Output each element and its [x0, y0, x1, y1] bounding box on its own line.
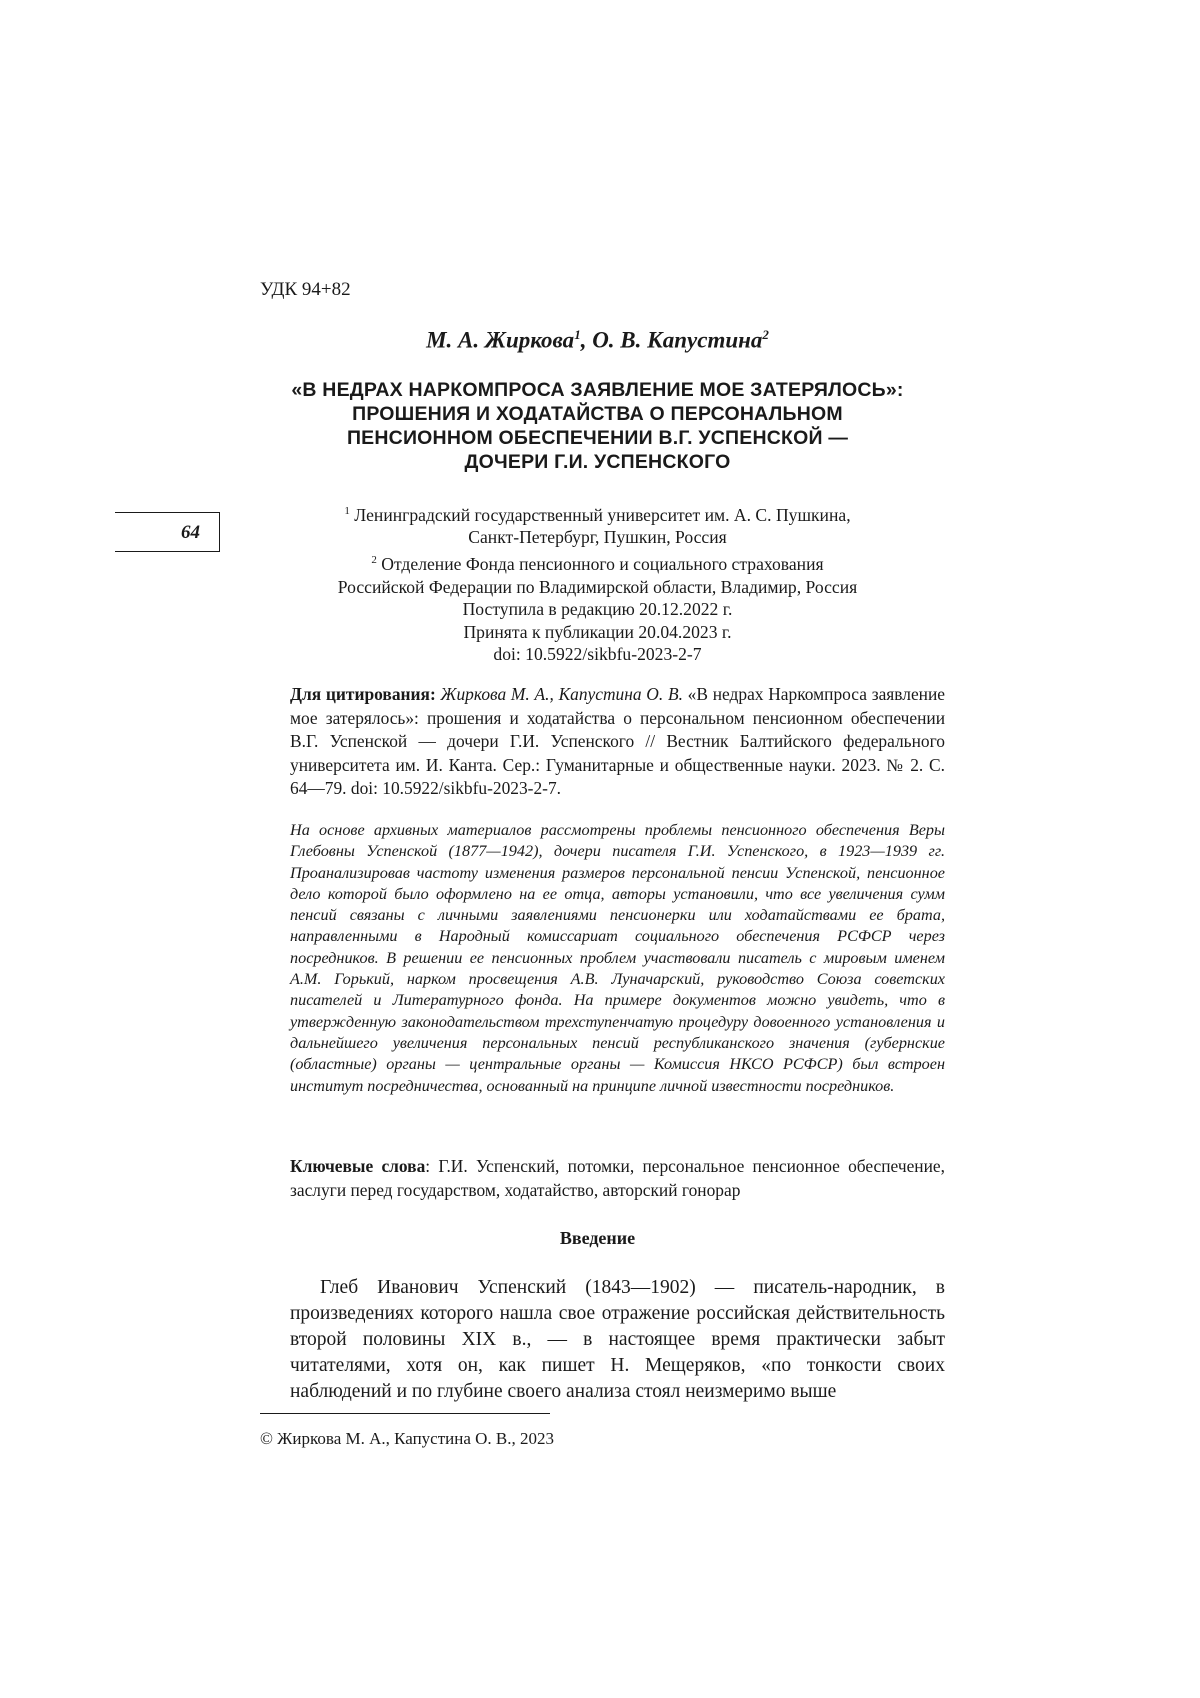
title-line: ПРОШЕНИЯ И ХОДАТАЙСТВА О ПЕРСОНАЛЬНОМ: [352, 403, 843, 425]
author-1: М. А. Жиркова: [426, 327, 575, 353]
affiliation-1-text: Ленинградский государственный университет им. А. С. Пушкина,: [349, 504, 851, 525]
citation-authors: Жиркова М. А., Капустина О. В.: [435, 684, 683, 704]
author-separator: ,: [580, 327, 593, 353]
received-date: Поступила в редакцию 20.12.2022 г.: [462, 599, 733, 620]
author-1-affil-mark: 1: [574, 327, 581, 342]
footnote-divider: [260, 1413, 550, 1414]
authors-line: [260, 327, 935, 354]
title-line: «В НЕДРАХ НАРКОМПРОСА ЗАЯВЛЕНИЕ МОЕ ЗАТЕРЯЛОСЬ»:: [291, 379, 904, 401]
accepted-date: Принята к публикации 20.04.2023 г.: [463, 621, 732, 642]
citation-paragraph: [290, 683, 945, 801]
abstract: На основе архивных материалов рассмотрены проблемы пенсионного обеспечения Веры Глебовны Успенской (1877—1942), дочери писателя Г.И. Успенского, в 1923—1939 гг. Проанализировав частоту изменения размеров персональной пенсии Успенской, пенсионное дело которой было оформлено на ее отца, авторы установили, что все увеличения сумм пенсий связаны с личными заявлениями пенсионерки или ходатайствами ее брата, направленными в Народный комиссариат социального обеспечения РСФСР через посредников. В решении ее пенсионных проблем участвовали писатель с мировым именем А.М. Горький, нарком просвещения А.В. Луначарский, руководство Союза советских писателей и Литературного фонда. На примере документов можно увидеть, что в утвержденную законодательством трехступенчатую процедуру довоенного установления и дальнейшего увеличения персональных пенсий республиканского значения (губернские (областные) органы — центральные органы — Комиссия НКСО РСФСР) был встроен институт посредничества, основанный на принципе личной известности посредников.: [290, 821, 945, 1095]
keywords-label: Ключевые слова: [290, 1156, 426, 1176]
body-paragraph: Глеб Иванович Успенский (1843—1902) — писатель-народник, в произведениях которого нашла свое отражение российская действительность второй половины XIX в., — в настоящее время практически забыт читателями, хотя он, как пишет Н. Мещеряков, «по тонкости своих наблюдений и по глубине своего анализа стоял неизмеримо выше: [290, 1277, 945, 1402]
section-heading: Введение: [559, 1228, 636, 1248]
title-line: ДОЧЕРИ Г.И. УСПЕНСКОГО: [464, 451, 731, 473]
keywords-text: : Г.И. Успенский, потомки, персональное пенсионное обеспечение, заслуги перед государством, ходатайство, авторский гонорар: [290, 1156, 945, 1200]
affiliation-1-line-2: Санкт-Петербург, Пушкин, Россия: [468, 527, 727, 548]
citation-text: «В недрах Наркомпроса заявление мое затерялось»: прошения и ходатайства о персональном пенсионном обеспечении В.Г. Успенской — дочери Г.И. Успенского // Вестник Балтийского федерального университета им. И. Канта. Сер.: Гуманитарные и общественные науки. 2023. № 2. С. 64—79. doi: 10.5922/sikbfu-2023-2-7.: [290, 684, 945, 799]
affiliation-2-mark: 2: [371, 554, 377, 567]
affiliation-2-text: Отделение Фонда пенсионного и социального страхования: [376, 553, 824, 574]
affiliation-2-line-1: [260, 549, 935, 575]
affiliation-2-line-2: Российской Федерации по Владимирской области, Владимир, Россия: [337, 576, 858, 597]
author-2: О. В. Капустина: [592, 327, 763, 353]
author-2-affil-mark: 2: [762, 327, 769, 342]
article-title: [260, 378, 935, 474]
affiliation-1-line-1: [260, 500, 935, 526]
keywords-paragraph: [290, 1155, 945, 1202]
copyright-footnote: © Жиркова М. А., Капустина О. В., 2023: [260, 1429, 554, 1448]
title-line: ПЕНСИОННОМ ОБЕСПЕЧЕНИИ В.Г. УСПЕНСКОЙ —: [346, 427, 849, 449]
page-number: 64: [181, 522, 200, 543]
affiliation-1-mark: 1: [344, 505, 350, 517]
udk-code: УДК 94+82: [260, 279, 351, 300]
citation-label: Для цитирования:: [290, 684, 436, 704]
doi: doi: 10.5922/sikbfu-2023-2-7: [493, 644, 702, 665]
affiliations-block: [260, 500, 935, 666]
